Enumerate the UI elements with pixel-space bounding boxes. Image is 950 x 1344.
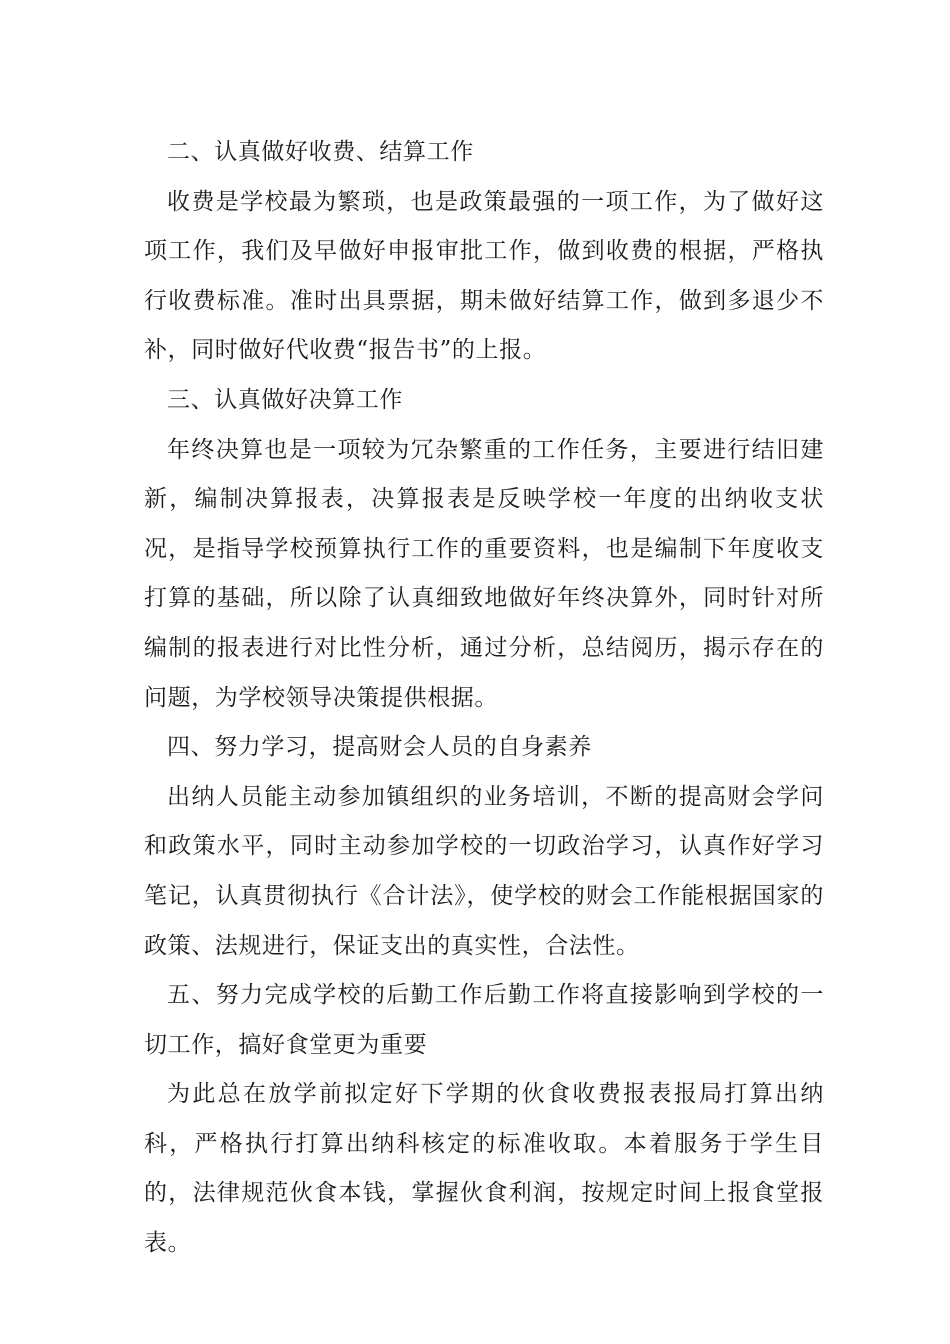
section-heading: 四、努力学习，提高财会人员的自身素养 xyxy=(167,734,592,761)
section-paragraph: 为此总在放学前拟定好下学期的伙食收费报表报局打算出纳科，严格执行打算出纳科核定的标准收取。本着服务于学生目的，法律规范伙食本钱，掌握伙食利润，按规定时间上报食堂报表。 xyxy=(144,1081,824,1257)
section-paragraph: 年终决算也是一项较为冗杂繁重的工作任务，主要进行结旧建新，编制决算报表，决算报表是反映学校一年度的出纳收支状况，是指导学校预算执行工作的重要资料，也是编制下年度收支打算的基础，所以除了认真细致地做好年终决算外，同时针对所编制的报表进行对比性分析，通过分析，总结阅历，揭示存在的问题，为学校领导决策提供根据。 xyxy=(144,436,824,711)
document-body xyxy=(144,128,824,1269)
section-paragraph: 收费是学校最为繁琐，也是政策最强的一项工作，为了做好这项工作，我们及早做好申报审批工作，做到收费的根据，严格执行收费标准。准时出具票据，期未做好结算工作，做到多退少不补，同时做好代收费“报告书”的上报。 xyxy=(144,188,824,364)
section-heading: 五、努力完成学校的后勤工作后勤工作将直接影响到学校的一切工作，搞好食堂更为重要 xyxy=(144,982,824,1058)
section-heading: 二、认真做好收费、结算工作 xyxy=(167,139,474,165)
section-heading: 三、认真做好决算工作 xyxy=(167,386,403,413)
section-paragraph: 出纳人员能主动参加镇组织的业务培训，不断的提高财会学问和政策水平，同时主动参加学校的一切政治学习，认真作好学习笔记，认真贯彻执行《合计法》，使学校的财会工作能根据国家的政策、法规进行，保证支出的真实性，合法性。 xyxy=(144,783,824,959)
